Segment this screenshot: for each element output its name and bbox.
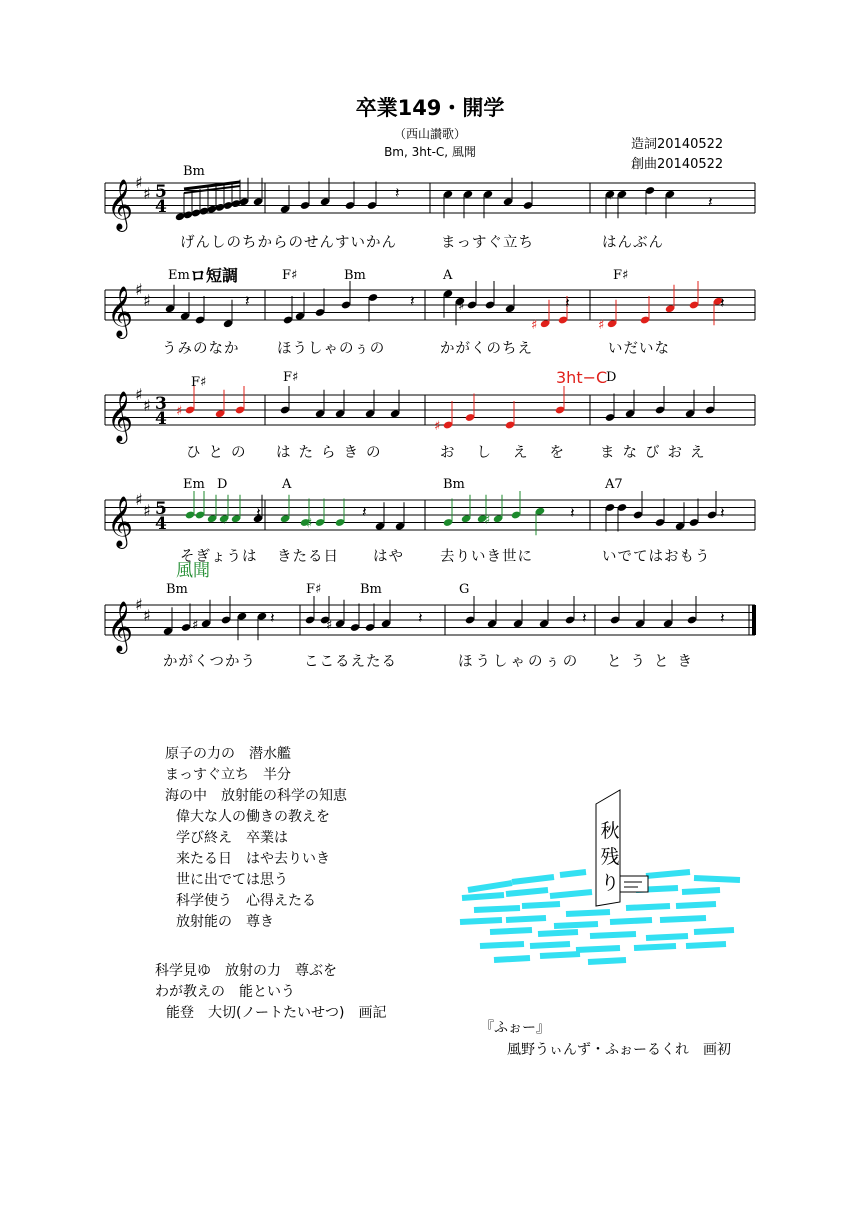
rest: 𝄽 bbox=[270, 609, 275, 627]
rest: 𝄽 bbox=[256, 504, 261, 522]
water-stroke bbox=[590, 934, 636, 936]
sign-char: 秋 bbox=[600, 820, 620, 842]
lyric-line: はんぶん bbox=[602, 235, 664, 251]
poem-line: 来たる日 はや去りいき bbox=[176, 851, 330, 867]
drawing-caption: 風野うぃんず・ふぉーるくれ 画初 bbox=[507, 1042, 731, 1058]
note-sharp: ♯ bbox=[531, 317, 538, 333]
chord-symbol: A7 bbox=[605, 477, 623, 492]
lyric-line: ほうしゃのぅの bbox=[458, 654, 581, 670]
time-signature-bottom: 4 bbox=[155, 197, 167, 217]
water-stroke bbox=[686, 944, 726, 946]
lyric-line: はや bbox=[373, 549, 404, 565]
water-stroke bbox=[694, 878, 740, 880]
lyric-line: いでてはおもう bbox=[602, 549, 711, 565]
lyric-line: かがくのちえ bbox=[440, 341, 533, 357]
poem-stanza-2 bbox=[155, 961, 387, 1024]
poem-line: 原子の力の 潜水艦 bbox=[165, 746, 291, 762]
key-sharp: ♯ bbox=[135, 173, 143, 192]
lyric-line: げんしのちからのせんすいかん bbox=[180, 235, 397, 251]
rest: 𝄽 bbox=[570, 504, 575, 522]
key-sharp: ♯ bbox=[143, 501, 151, 520]
water-stroke bbox=[634, 946, 676, 948]
sign-char: 残 bbox=[600, 846, 620, 868]
poem-line: まっすぐ立ち 半分 bbox=[165, 767, 291, 783]
chord-symbol: A bbox=[443, 268, 453, 283]
water-stroke bbox=[538, 932, 578, 934]
lyric-line: かがくつかう bbox=[163, 654, 256, 670]
chord-symbol: Bm bbox=[166, 582, 188, 597]
drawing-title: 『ふぉー』 bbox=[480, 1020, 550, 1036]
lyric-line: おしえを bbox=[440, 445, 586, 461]
water-stroke bbox=[646, 936, 688, 938]
chord-symbol: Bm bbox=[360, 582, 382, 597]
lyric-line: 去りいき世に bbox=[440, 549, 533, 565]
chord-symbol: F♯ bbox=[282, 268, 298, 283]
water-stroke bbox=[480, 944, 524, 946]
poem-line: 海の中 放射能の科学の知恵 bbox=[165, 788, 347, 804]
water-stroke bbox=[610, 920, 652, 922]
poem-line: 科学使う 心得えたる bbox=[176, 893, 316, 909]
note-sharp: ♯ bbox=[598, 317, 605, 333]
lyric-line: まなびおえ bbox=[600, 445, 713, 461]
treble-clef: 𝄞 bbox=[107, 601, 134, 652]
water-stroke bbox=[576, 948, 620, 950]
water-stroke bbox=[460, 920, 502, 922]
key-sharp: ♯ bbox=[143, 606, 151, 625]
lyric-line: きたる日 bbox=[277, 549, 339, 565]
subtitle-key: Bm, 3ht-C, 風聞 bbox=[384, 145, 476, 159]
chord-symbol: G bbox=[459, 582, 470, 597]
water-stroke bbox=[550, 892, 592, 896]
water-stroke bbox=[554, 924, 598, 926]
rest: 𝄽 bbox=[582, 609, 587, 627]
water-stroke bbox=[694, 930, 734, 932]
rest: 𝄽 bbox=[418, 609, 423, 627]
lyricist-credit: 造詞20140522 bbox=[631, 137, 724, 152]
lyric-line: そぎょうは bbox=[180, 549, 258, 565]
water-stroke bbox=[682, 890, 720, 892]
chord-symbol: D bbox=[217, 477, 228, 492]
rest: 𝄽 bbox=[720, 504, 725, 522]
note-sharp: ♯ bbox=[608, 188, 615, 204]
poem-line: 偉大な人の働きの教えを bbox=[176, 809, 330, 825]
note-sharp: ♯ bbox=[222, 512, 229, 528]
time-signature-top: 5 bbox=[155, 182, 167, 202]
treble-clef: 𝄞 bbox=[107, 391, 134, 442]
lyric-line: ほうしゃのぅの bbox=[277, 341, 386, 357]
time-signature-top: 5 bbox=[155, 499, 167, 519]
note-sharp: ♯ bbox=[306, 516, 313, 532]
subtitle-alt: （西山讃歌） bbox=[393, 127, 466, 141]
water-stroke bbox=[646, 872, 690, 876]
treble-clef: 𝄞 bbox=[107, 496, 134, 547]
rest: 𝄽 bbox=[410, 292, 415, 310]
key-sharp: ♯ bbox=[143, 291, 151, 310]
page-title: 卒業149・開学 bbox=[355, 96, 505, 120]
water-stroke bbox=[490, 930, 532, 932]
chord-symbol: A bbox=[282, 477, 292, 492]
water-stroke bbox=[462, 895, 504, 898]
note-sharp: ♯ bbox=[434, 419, 441, 434]
lyric-line: いだいな bbox=[608, 341, 670, 357]
chord-symbol: Bm bbox=[344, 268, 366, 283]
rest: 𝄽 bbox=[708, 193, 713, 211]
water-stroke bbox=[530, 944, 570, 946]
poem-line: 世に出でては思う bbox=[176, 872, 288, 888]
key-sharp: ♯ bbox=[143, 184, 151, 203]
lyric-line: ここるえたる bbox=[304, 654, 397, 670]
note-sharp: ♯ bbox=[458, 299, 465, 314]
lyric-line: はたらきの bbox=[276, 445, 389, 461]
composer-credit: 創曲20140522 bbox=[631, 157, 724, 172]
time-signature-top: 3 bbox=[155, 394, 167, 414]
note-sharp: ♯ bbox=[484, 512, 491, 528]
water-stroke bbox=[676, 904, 716, 906]
key-sharp: ♯ bbox=[143, 396, 151, 415]
poem-stanza-1 bbox=[165, 744, 347, 933]
poem-line: 科学見ゆ 放射の力 尊ぶを bbox=[155, 963, 337, 979]
treble-clef: 𝄞 bbox=[107, 179, 134, 230]
poem-line: 能登 大切(ノートたいせつ) 画記 bbox=[166, 1005, 387, 1021]
water-stroke bbox=[506, 890, 548, 894]
water-stroke bbox=[588, 960, 626, 962]
chord-symbol: Bm bbox=[443, 477, 465, 492]
lyric-line: うみのなか bbox=[162, 341, 240, 357]
rest: 𝄽 bbox=[720, 609, 725, 627]
chord-symbol: Em bbox=[183, 477, 205, 492]
time-signature-bottom: 4 bbox=[155, 514, 167, 534]
chord-symbol: D bbox=[606, 370, 617, 385]
water-stroke bbox=[626, 906, 670, 908]
chord-symbol: F♯ bbox=[191, 375, 207, 390]
chord-symbol: F♯ bbox=[613, 268, 629, 283]
style-annotation: 風聞 bbox=[176, 561, 210, 581]
key-sharp: ♯ bbox=[135, 595, 143, 614]
water-stroke bbox=[560, 872, 586, 875]
water-stroke bbox=[540, 954, 580, 956]
key-sharp: ♯ bbox=[135, 490, 143, 509]
chord-symbol: Em bbox=[168, 268, 190, 283]
poem-line: 放射能の 尊き bbox=[176, 914, 274, 930]
water-stroke bbox=[468, 883, 512, 890]
note-sharp: ♯ bbox=[326, 617, 333, 633]
poem-line: わが教えの 能という bbox=[155, 984, 295, 1000]
rest: 𝄽 bbox=[565, 294, 570, 312]
rest: 𝄽 bbox=[245, 292, 250, 310]
rest: 𝄽 bbox=[362, 503, 367, 521]
water-stroke bbox=[494, 958, 530, 960]
rest: 𝄽 bbox=[720, 294, 725, 312]
time-signature-bottom: 4 bbox=[155, 409, 167, 429]
chord-symbol: Bm bbox=[183, 164, 205, 179]
lyric-line: とうとき bbox=[607, 654, 701, 670]
poem-line: 学び終え 卒業は bbox=[176, 830, 288, 846]
water-stroke bbox=[566, 912, 610, 914]
key-sharp: ♯ bbox=[135, 385, 143, 404]
note-sharp: ♯ bbox=[192, 617, 199, 633]
note-sharp: ♯ bbox=[176, 404, 183, 419]
final-barline bbox=[752, 605, 756, 635]
treble-clef: 𝄞 bbox=[107, 286, 134, 337]
chord-symbol: F♯ bbox=[306, 582, 322, 597]
water-stroke bbox=[512, 877, 554, 882]
key-annotation: ロ短調 bbox=[190, 266, 239, 285]
lyric-line: まっすぐ立ち bbox=[441, 235, 534, 251]
sign-char: り bbox=[600, 872, 620, 894]
water-stroke bbox=[522, 904, 560, 906]
water-stroke bbox=[474, 908, 520, 910]
water-stroke bbox=[506, 918, 546, 920]
key-sharp: ♯ bbox=[135, 280, 143, 299]
modulation-annotation: 3ht−C bbox=[556, 368, 608, 387]
water-stroke bbox=[660, 918, 706, 920]
chord-symbol: F♯ bbox=[283, 370, 299, 385]
sign-text bbox=[599, 818, 621, 896]
rest: 𝄽 bbox=[395, 184, 400, 202]
lyric-line: ひとの bbox=[186, 445, 254, 461]
